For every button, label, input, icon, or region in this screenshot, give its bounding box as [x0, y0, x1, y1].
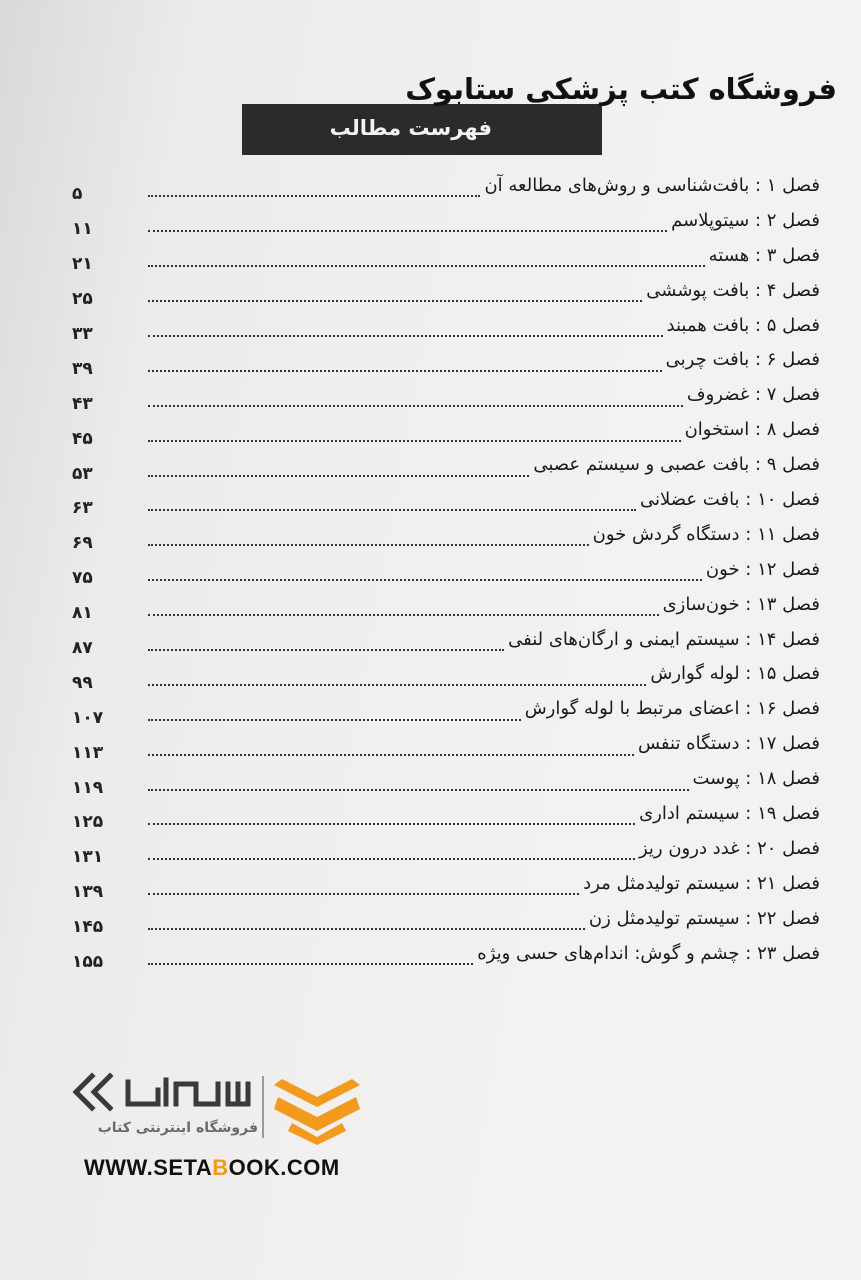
toc-chapter-title: فصل ۸ : استخوان [684, 419, 820, 441]
toc-page-number: ۳۹ [72, 358, 93, 379]
toc-page-number: ۱۳۱ [72, 847, 104, 868]
toc-entry [72, 831, 820, 866]
toc-entry [72, 168, 820, 203]
toc-page-number: ۷۵ [72, 568, 93, 589]
toc-dot-leader [148, 754, 634, 756]
toc-page-number: ۵ [72, 184, 83, 205]
toc-dot-leader [148, 893, 579, 895]
toc-dot-leader [148, 300, 642, 302]
toc-entry [72, 761, 820, 796]
toc-entry [72, 482, 820, 517]
toc-chapter-title: فصل ۱۱ : دستگاه گردش خون [592, 523, 820, 545]
toc-chapter-title: فصل ۲ : سیتوپلاسم [671, 209, 820, 231]
toc-dot-leader [148, 370, 662, 372]
toc-entry [72, 273, 820, 308]
toc-entry [72, 587, 820, 622]
toc-entry [72, 447, 820, 482]
toc-chapter-title: فصل ۱۴ : سیستم ایمنی و ارگان‌های لنفی [508, 628, 820, 650]
toc-dot-leader [148, 440, 681, 442]
toc-chapter-title: فصل ۲۳ : چشم و گوش: اندام‌های حسی ویژه [477, 942, 820, 964]
toc-chapter-title: فصل ۱۲ : خون [705, 558, 820, 580]
toc-chapter-title: فصل ۶ : بافت چربی [665, 349, 820, 371]
toc-chapter-title: فصل ۷ : غضروف [686, 384, 820, 406]
toc-dot-leader [148, 335, 663, 337]
toc-page-number: ۵۳ [72, 463, 93, 484]
setabook-wordmark-icon [70, 1070, 258, 1116]
website-url [84, 1155, 340, 1181]
toc-entry [72, 552, 820, 587]
toc-entry [72, 796, 820, 831]
toc-entry [72, 622, 820, 657]
toc-page-number: ۱۳۹ [72, 882, 104, 903]
toc-dot-leader [148, 614, 659, 616]
publisher-logo [70, 1070, 370, 1210]
toc-entry [72, 866, 820, 901]
toc-page-number: ۱۴۵ [72, 917, 104, 938]
toc-dot-leader [148, 963, 473, 965]
toc-page-number: ۱۱ [72, 219, 93, 240]
toc-title: فهرست مطالب [329, 116, 492, 140]
toc-page-number: ۲۱ [72, 254, 93, 275]
toc-chapter-title: فصل ۵ : بافت همبند [666, 314, 820, 336]
toc-entry [72, 308, 820, 343]
toc-page-number: ۱۱۳ [72, 742, 104, 763]
toc-chapter-title: فصل ۱ : بافت‌شناسی و روش‌های مطالعه آن [484, 174, 820, 196]
toc-dot-leader [148, 579, 702, 581]
toc-chapter-title: فصل ۲۲ : سیستم تولیدمثل زن [588, 907, 820, 929]
toc-header [242, 104, 602, 155]
toc-entry [72, 901, 820, 936]
toc-dot-leader [148, 858, 635, 860]
toc-chapter-title: فصل ۲۰ : غدد درون ریز [638, 837, 820, 859]
toc-page-number: ۶۹ [72, 533, 93, 554]
toc-page-number: ۱۲۵ [72, 812, 104, 833]
toc-entry [72, 517, 820, 552]
toc-page-number: ۹۹ [72, 672, 93, 693]
toc-page-number: ۱۰۷ [72, 707, 104, 728]
toc-chapter-title: فصل ۱۸ : پوست [692, 768, 820, 790]
toc-page-number: ۸۷ [72, 638, 93, 659]
toc-page-number: ۲۵ [72, 289, 93, 310]
toc-chapter-title: فصل ۱۶ : اعضای مرتبط با لوله گوارش [524, 698, 820, 720]
toc-chapter-title: فصل ۹ : بافت عصبی و سیستم عصبی [533, 454, 820, 476]
logo-divider [262, 1076, 264, 1138]
website-prefix: WWW.SETA [84, 1155, 213, 1180]
toc-chapter-title: فصل ۱۳ : خون‌سازی [662, 593, 820, 615]
toc-chapter-title: فصل ۱۰ : بافت عضلانی [639, 488, 820, 510]
toc-entry [72, 377, 820, 412]
toc-page-number: ۳۳ [72, 324, 93, 345]
toc-page-number: ۱۱۹ [72, 777, 104, 798]
setabook-logo-icon [272, 1075, 362, 1147]
toc-entry [72, 936, 820, 971]
toc-chapter-title: فصل ۲۱ : سیستم تولیدمثل مرد [583, 872, 820, 894]
toc-page-number: ۴۵ [72, 428, 93, 449]
toc-page-number: ۱۵۵ [72, 952, 104, 973]
website-suffix: OOK.COM [228, 1155, 340, 1180]
toc-entry [72, 691, 820, 726]
toc-dot-leader [148, 789, 689, 791]
toc-entry [72, 238, 820, 273]
toc-list [72, 168, 820, 973]
toc-dot-leader [148, 649, 504, 651]
logo-subtitle: فروشگاه اینترنتی کتاب [97, 1120, 258, 1136]
toc-dot-leader [148, 684, 646, 686]
toc-entry [72, 412, 820, 447]
toc-dot-leader [148, 230, 667, 232]
toc-chapter-title: فصل ۴ : بافت پوششی [646, 279, 820, 301]
website-accent: B [212, 1155, 229, 1180]
toc-chapter-title: فصل ۱۵ : لوله گوارش [650, 663, 820, 685]
toc-dot-leader [148, 509, 636, 511]
toc-page-number: ۸۱ [72, 603, 93, 624]
toc-dot-leader [148, 265, 705, 267]
toc-dot-leader [148, 823, 635, 825]
store-title: فروشگاه کتب پزشکی ستابوک [405, 72, 837, 106]
toc-dot-leader [148, 405, 683, 407]
toc-chapter-title: فصل ۳ : هسته [708, 244, 820, 266]
toc-dot-leader [148, 195, 480, 197]
toc-entry [72, 342, 820, 377]
toc-page-number: ۶۳ [72, 498, 93, 519]
toc-entry [72, 656, 820, 691]
toc-entry [72, 726, 820, 761]
toc-chapter-title: فصل ۱۹ : سیستم اداری [639, 802, 820, 824]
toc-entry [72, 203, 820, 238]
toc-dot-leader [148, 544, 589, 546]
toc-chapter-title: فصل ۱۷ : دستگاه تنفس [637, 733, 820, 755]
toc-dot-leader [148, 719, 521, 721]
toc-dot-leader [148, 928, 585, 930]
toc-page-number: ۴۳ [72, 393, 93, 414]
toc-dot-leader [148, 475, 529, 477]
